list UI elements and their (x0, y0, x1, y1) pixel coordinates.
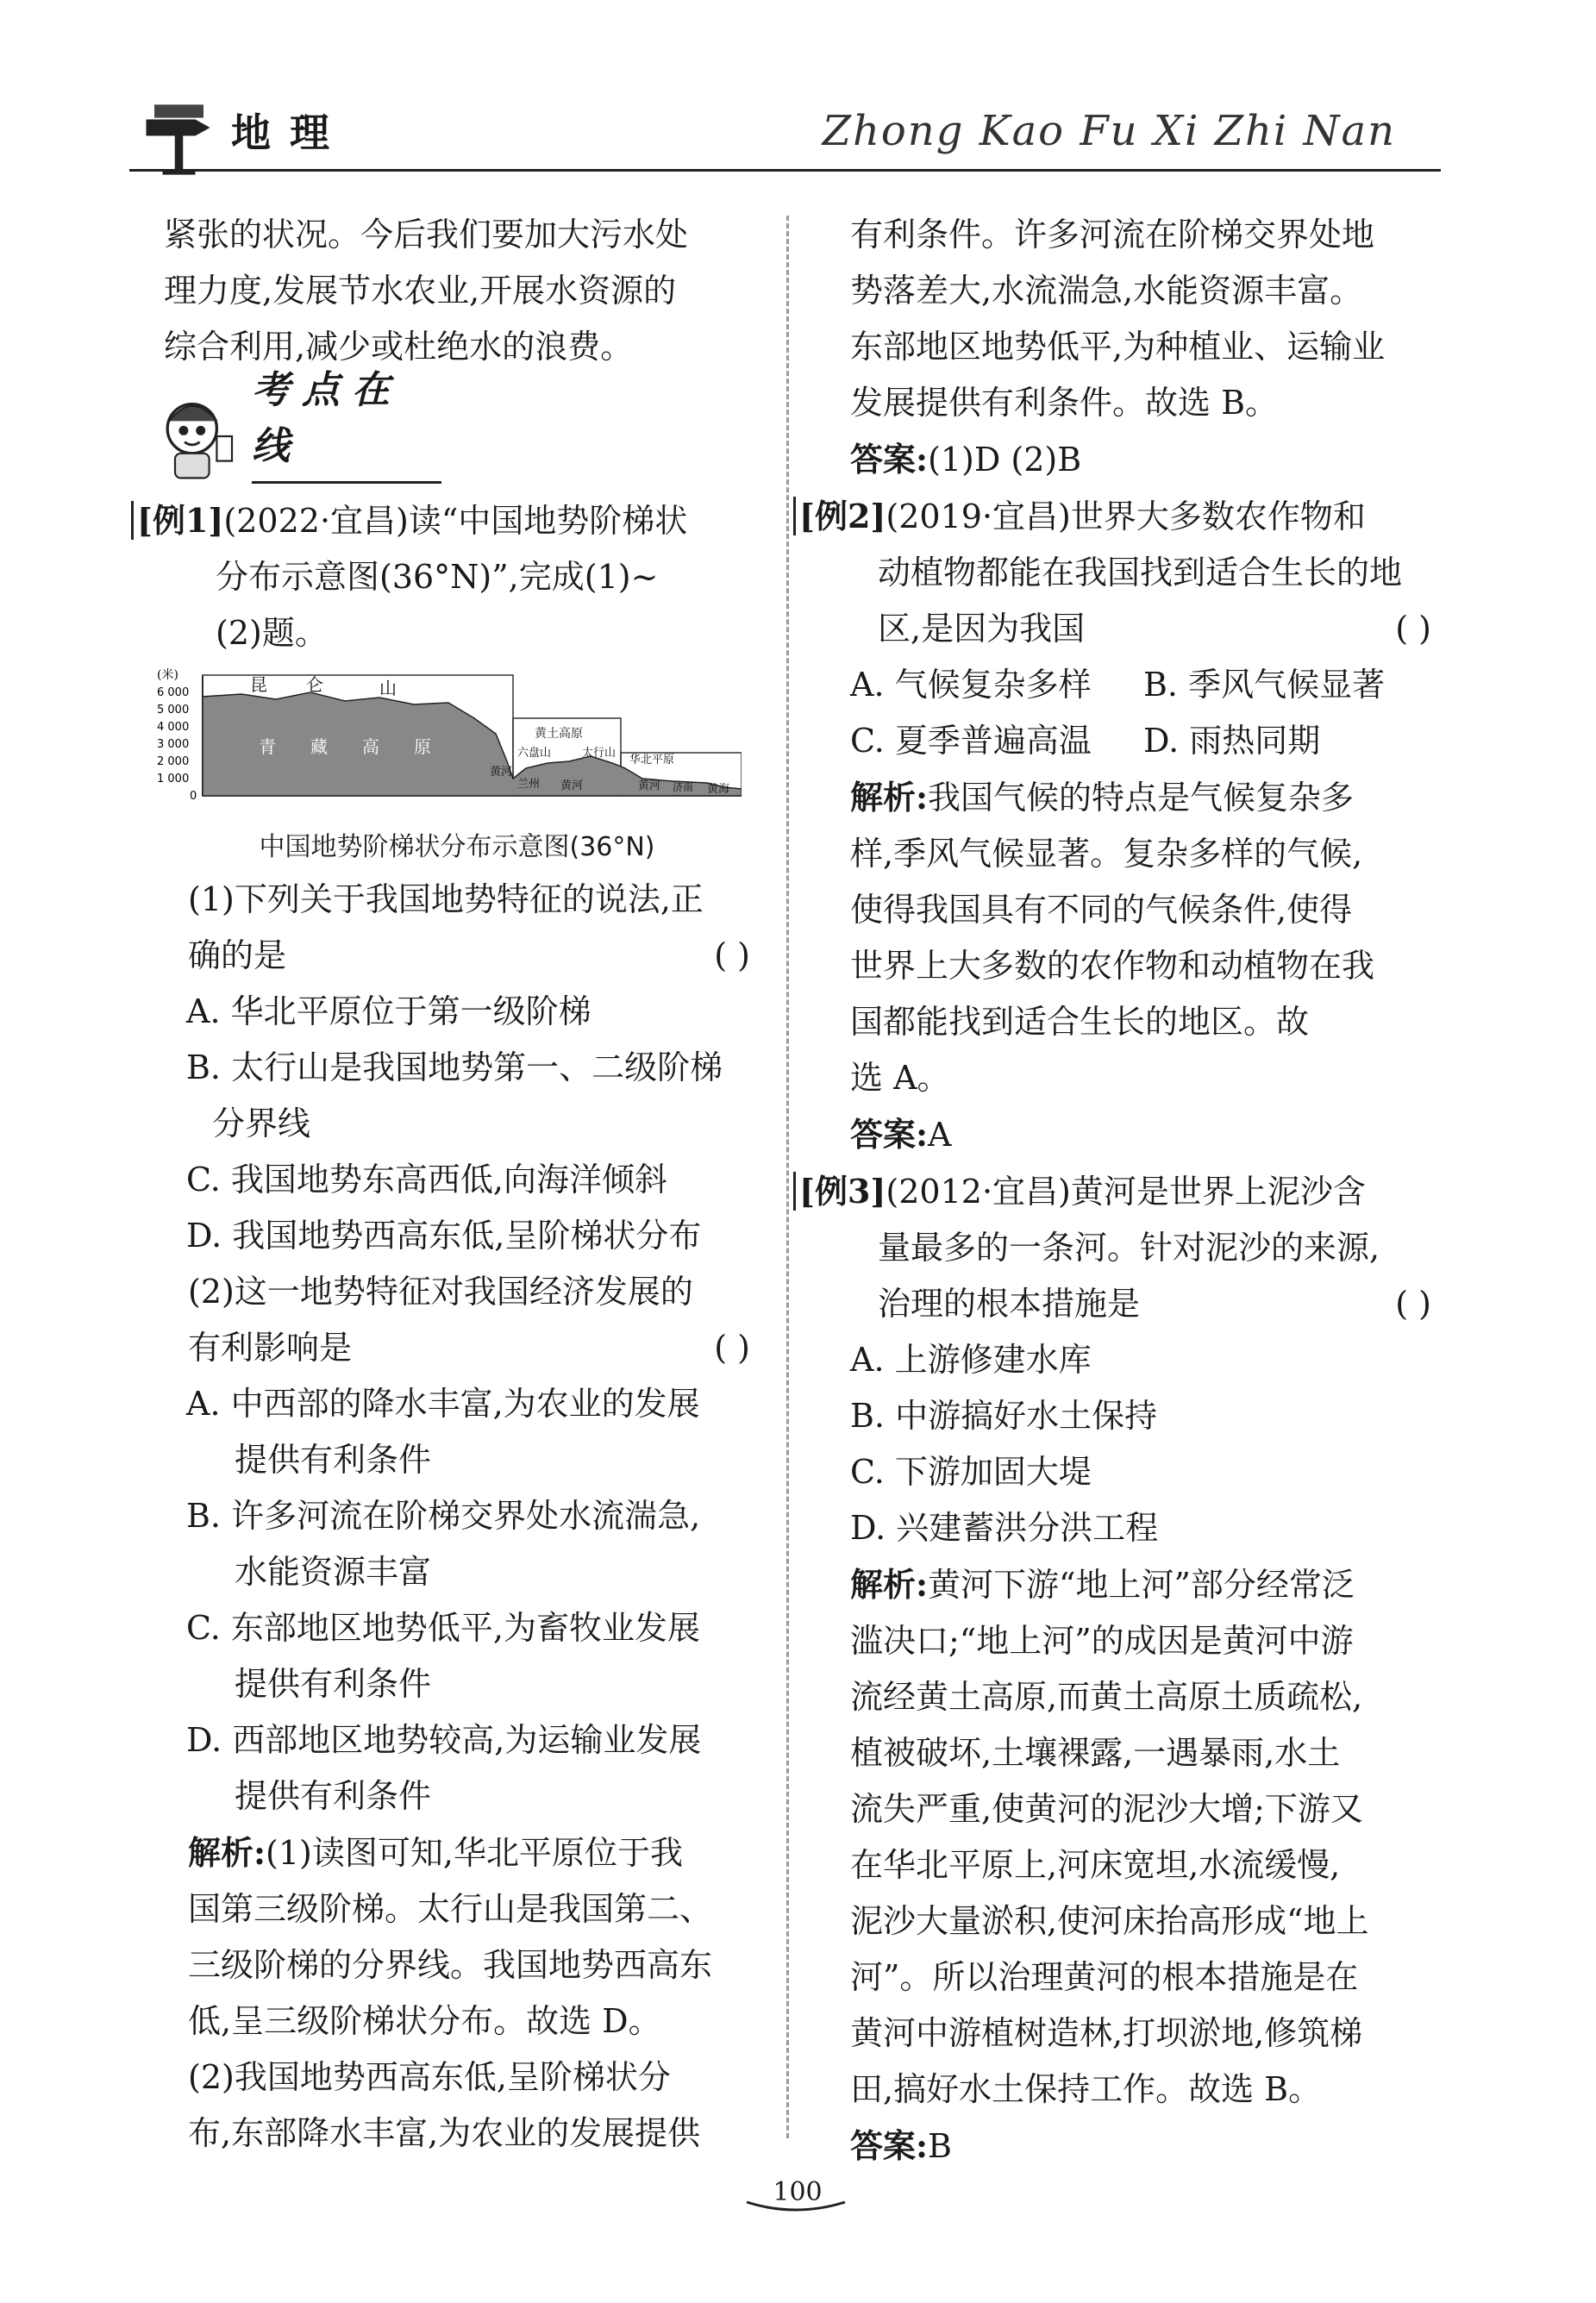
y-tick: 0 (190, 790, 197, 803)
analysis-line: 流失严重,使黄河的泥沙大增;下游又 (850, 1790, 1363, 1828)
y-tick: 1 000 (157, 773, 190, 785)
q2-option-c-cont: 提供有利条件 (235, 1665, 432, 1703)
analysis-line: 世界上大多数的农作物和动植物在我 (850, 947, 1375, 985)
q2-stem: 有利影响是 ( ) (164, 1320, 759, 1376)
y-tick: 2 000 (157, 755, 190, 768)
figure-label: 华北平原 (629, 754, 675, 767)
section-header (147, 368, 759, 484)
q1-option-c: C. 我国地势东高西低,向海洋倾斜 (186, 1161, 667, 1198)
terrain-profile-chart (155, 666, 742, 804)
figure-label: 黄海 (707, 783, 730, 796)
y-axis-ticks (157, 686, 197, 803)
example-2-line: 动植物都能在我国找到适合生长的地 (878, 554, 1403, 591)
answer-blank: ( ) (714, 1329, 750, 1367)
example-1-tag: [例1] (131, 501, 223, 540)
analysis-line: 解析:(1)读图可知,华北平原位于我 (188, 1833, 683, 1872)
intro-line: 紧张的状况。今后我们要加大污水处 (164, 216, 689, 253)
section-title: 考点在线 (252, 362, 441, 484)
q1-option-a: A. 华北平原位于第一级阶梯 (186, 992, 591, 1030)
subject-title: 地理 (231, 110, 348, 156)
example-2-options-row (826, 657, 1440, 713)
q1-option-b: B. 太行山是我国地势第一、二级阶梯 (186, 1048, 723, 1086)
figure-label: 黄河 (638, 779, 661, 792)
y-tick: 6 000 (157, 686, 190, 699)
answer-blank: ( ) (714, 936, 750, 974)
figure-label: 黄河 (560, 779, 584, 792)
y-tick: 4 000 (157, 721, 190, 734)
page-number: 100 (773, 2177, 823, 2207)
example-2-option-c: C. 夏季普遍高温 (850, 722, 1092, 760)
analysis-line: 有利条件。许多河流在阶梯交界处地 (850, 216, 1375, 253)
figure-label: 仑 (306, 674, 323, 695)
right-column (799, 207, 1440, 2175)
analysis-line: 泥沙大量淤积,使河床抬高形成“地上 (850, 1902, 1369, 1940)
analysis-line: 选 A。 (850, 1059, 950, 1097)
figure-label: 藏 (310, 736, 328, 757)
intro-line: 理力度,发展节水农业,开展水资源的 (164, 272, 677, 310)
figure-label: 兰州 (517, 778, 541, 791)
figure-label: 黄土高原 (535, 727, 583, 741)
analysis-line: 田,搞好水土保持工作。故选 B。 (850, 2070, 1322, 2108)
answer-blank: ( ) (1395, 1285, 1431, 1323)
figure-label: 青 (259, 736, 276, 757)
figure-label: 山 (379, 678, 397, 698)
analysis-line: (2)我国地势西高东低,呈阶梯状分 (188, 2058, 671, 2096)
analysis-label: 解析: (850, 1565, 929, 1604)
answer-blank: ( ) (1395, 610, 1431, 648)
q1-stem: (1)下列关于我国地势特征的说法,正 (188, 880, 704, 918)
y-unit-label: (米) (157, 668, 178, 682)
q2-option-b-cont: 水能资源丰富 (235, 1553, 432, 1591)
answer-line: 答案:A (850, 1115, 952, 1154)
example-3-option-a: A. 上游修建水库 (850, 1341, 1092, 1379)
q2-option-b: B. 许多河流在阶梯交界处水流湍急, (186, 1497, 701, 1535)
terrain-profile-figure (155, 666, 759, 867)
answer-label: 答案: (850, 440, 929, 479)
q2-option-a: A. 中西部的降水丰富,为农业的发展 (186, 1385, 700, 1423)
analysis-line: 布,东部降水丰富,为农业的发展提供 (188, 2114, 701, 2152)
left-column (137, 207, 759, 2162)
example-1-line: 分布示意图(36°N)”,完成(1)~ (216, 558, 659, 596)
example-3-option-b: B. 中游搞好水土保持 (850, 1397, 1158, 1435)
example-1-line: (2022·宜昌)读“中国地势阶梯状 (223, 502, 688, 540)
example-2-option-a: A. 气候复杂多样 (850, 666, 1092, 704)
analysis-line: 国都能找到适合生长的地区。故 (850, 1003, 1310, 1041)
q2-option-d: D. 西部地区地势较高,为运输业发展 (186, 1721, 702, 1759)
figure-label: 昆 (250, 674, 267, 695)
analysis-line: 低,呈三级阶梯状分布。故选 D。 (188, 2002, 661, 2040)
header-rule (129, 169, 1441, 172)
analysis-line: 国第三级阶梯。太行山是我国第二、 (188, 1890, 713, 1928)
figure-label: 黄河 (490, 766, 513, 779)
analysis-line: 解析:我国气候的特点是气候复杂多 (850, 778, 1355, 817)
analysis-line: 滥决口;“地上河”的成因是黄河中游 (850, 1622, 1354, 1660)
q1-option-d: D. 我国地势西高东低,呈阶梯状分布 (186, 1217, 702, 1255)
example-2-stem: [例2](2019·宜昌)世界大多数农作物和 (826, 488, 1440, 545)
terrain-silhouette (203, 692, 742, 796)
example-1-stem (137, 492, 759, 549)
q2-option-c: C. 东部地区地势低平,为畜牧业发展 (186, 1609, 700, 1647)
q2-option-a-cont: 提供有利条件 (235, 1441, 432, 1479)
y-tick: 3 000 (157, 738, 190, 751)
analysis-label: 解析: (188, 1833, 266, 1872)
example-1-line: (2)题。 (216, 614, 328, 652)
analysis-line: 三级阶梯的分界线。我国地势西高东 (188, 1946, 713, 1984)
example-2-tag: [例2] (793, 497, 886, 535)
example-3-stem: [例3](2012·宜昌)黄河是世界上泥沙含 (826, 1163, 1440, 1220)
analysis-line: 河”。所以治理黄河的根本措施是在 (850, 1958, 1359, 1996)
analysis-line: 流经黄土高原,而黄土高原土质疏松, (850, 1678, 1363, 1716)
answer-label: 答案: (850, 2126, 929, 2165)
q2-option-d-cont: 提供有利条件 (235, 1777, 432, 1815)
answer-label: 答案: (850, 1115, 929, 1154)
figure-label: 济南 (673, 781, 694, 793)
q1-stem: 确的是 ( ) (164, 928, 759, 984)
analysis-line: 使得我国具有不同的气候条件,使得 (850, 891, 1353, 929)
analysis-line: 发展提供有利条件。故选 B。 (850, 384, 1279, 422)
figure-label: 原 (414, 736, 431, 757)
intro-line: 综合利用,减少或杜绝水的浪费。 (164, 328, 634, 366)
figure-label: 六盘山 (517, 747, 552, 760)
example-3-option-d: D. 兴建蓄洪分洪工程 (850, 1509, 1159, 1547)
mascot-icon (147, 389, 241, 484)
figure-label: 太行山 (582, 747, 616, 760)
answer-line: 答案:(1)D (2)B (850, 440, 1082, 479)
signpost-icon (138, 95, 220, 177)
example-3-tag: [例3] (793, 1172, 886, 1211)
example-2-option-d: D. 雨热同期 (1143, 722, 1321, 760)
figure-caption: 中国地势阶梯状分布示意图(36°N) (259, 832, 655, 862)
analysis-line: 样,季风气候显著。复杂多样的气候, (850, 835, 1363, 873)
column-divider (786, 216, 789, 2138)
example-2-option-b: B. 季风气候显著 (1143, 666, 1386, 704)
y-tick: 5 000 (157, 704, 190, 717)
analysis-line: 东部地区地势低平,为种植业、运输业 (850, 328, 1386, 366)
example-3-option-c: C. 下游加固大堤 (850, 1453, 1092, 1491)
series-title: Zhong Kao Fu Xi Zhi Nan (822, 107, 1396, 155)
example-2-line: 区,是因为我国 ( ) (826, 601, 1440, 657)
analysis-line: 势落差大,水流湍急,水能资源丰富。 (850, 272, 1363, 310)
example-2-options-row (826, 713, 1440, 769)
example-3-line: 治理的根本措施是 ( ) (826, 1276, 1440, 1332)
analysis-line: 解析:黄河下游“地上河”部分经常泛 (850, 1565, 1355, 1604)
example-3-line: 量最多的一条河。针对泥沙的来源, (878, 1229, 1380, 1267)
answer-line: 答案:B (850, 2126, 952, 2165)
analysis-label: 解析: (850, 778, 929, 817)
analysis-line: 在华北平原上,河床宽坦,水流缓慢, (850, 1846, 1341, 1884)
q1-option-b-cont: 分界线 (212, 1105, 311, 1142)
analysis-line: 植被破坏,土壤裸露,一遇暴雨,水土 (850, 1734, 1341, 1772)
q2-stem: (2)这一地势特征对我国经济发展的 (188, 1273, 693, 1311)
analysis-line: 黄河中游植树造林,打坝淤地,修筑梯 (850, 2014, 1363, 2052)
figure-label: 高 (362, 736, 379, 757)
